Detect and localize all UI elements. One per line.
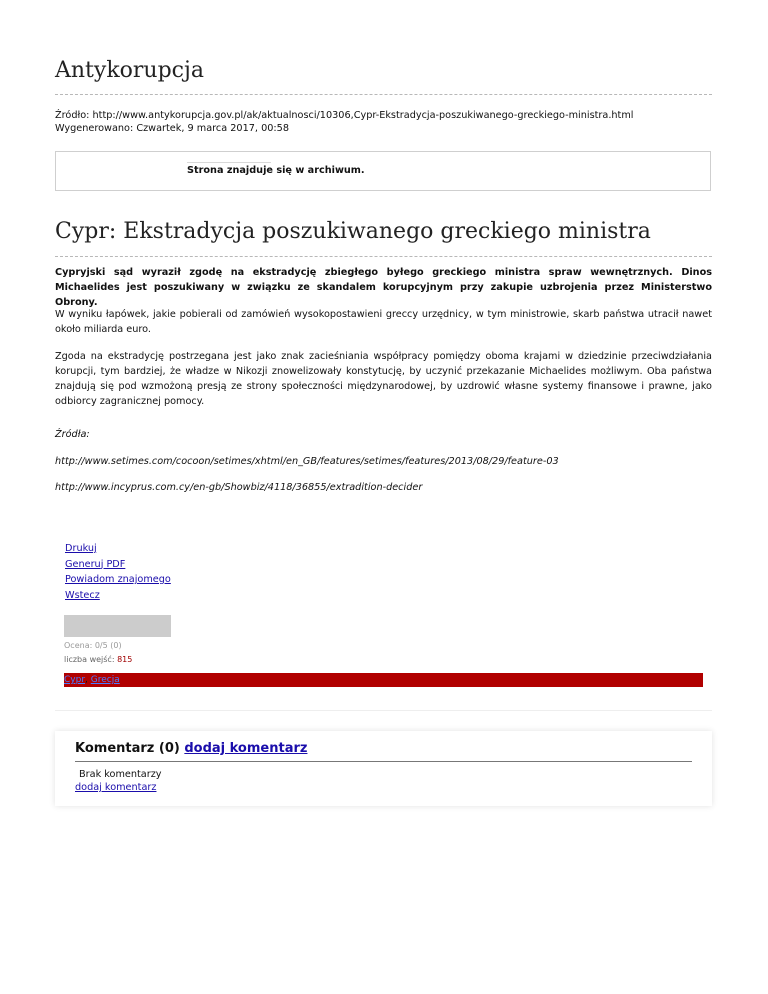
tags-bar	[64, 673, 703, 687]
print-link[interactable]: Drukuj	[65, 543, 97, 554]
article-actions	[65, 541, 171, 603]
article-title-divider	[55, 256, 712, 257]
site-title: Antykorupcja	[55, 58, 204, 83]
article-paragraph-1: W wyniku łapówek, jakie pobierali od zamówień wysokopostawieni greccy urzędnicy, w tym ministrowie, skarb państwa utracił nawet około miliarda euro.	[55, 309, 712, 335]
article-paragraph-2: Zgoda na ekstradycję postrzegana jest jako znak zacieśniania współpracy pomiędzy oboma krajami w dziedzinie przeciwdziałania korupcji, tym bardziej, że władze w Nikozji znowelizowały konstytucję, by uczynić przekazanie Michaelides możliwym. Oba państwa znajdują się pod wzmożoną presją ze strony społeczności międzynarodowej, by uzdrowić własne systemy finansowe i prawne, jako odbiorcy zagranicznej pomocy.	[55, 351, 712, 407]
article-title: Cypr: Ekstradycja poszukiwanego greckiego ministra	[55, 219, 651, 244]
rating-text: Ocena: 0/5 (0)	[64, 641, 122, 650]
comments-count: Komentarz (0)	[75, 741, 180, 756]
source-link-1: http://www.setimes.com/cocoon/setimes/xhtml/en_GB/features/setimes/features/2013/08/29/feature-03	[55, 456, 559, 467]
notify-friend-link[interactable]: Powiadom znajomego	[65, 574, 171, 585]
title-divider	[55, 94, 712, 95]
tag-grecja[interactable]: Grecja	[90, 675, 120, 685]
article-lead: Cypryjski sąd wyraził zgodę na ekstradycję zbiegłego byłego greckiego ministra spraw wewnętrznych. Dinos Michaelides jest poszukiwany w związku ze skandalem korupcyjnym przy zakupie uzbrojenia przez Ministerstwo Obrony.	[55, 267, 712, 308]
sources-label: Źródła:	[55, 429, 90, 440]
archive-divider	[187, 162, 271, 163]
section-divider	[55, 710, 712, 711]
source-link-2: http://www.incyprus.com.cy/en-gb/Showbiz/4118/36855/extradition-decider	[55, 482, 423, 493]
generated-date: Wygenerowano: Czwartek, 9 marca 2017, 00:58	[55, 123, 289, 134]
back-link[interactable]: Wstecz	[65, 589, 100, 601]
tag-separator: ,	[85, 675, 91, 685]
visits-label: liczba wejść:	[64, 655, 115, 664]
add-comment-link[interactable]: dodaj komentarz	[184, 741, 308, 756]
archive-notice: Strona znajduje się w archiwum.	[187, 165, 365, 176]
comments-heading	[75, 741, 692, 762]
page-meta	[55, 109, 633, 135]
visit-counter	[64, 655, 132, 664]
tag-cypr[interactable]: Cypr	[64, 675, 86, 685]
no-comments-text: Brak komentarzy	[79, 769, 162, 780]
visits-value: 815	[117, 655, 133, 664]
source-url: Źródło: http://www.antykorupcja.gov.pl/ak/aktualnosci/10306,Cypr-Ekstradycja-poszukiwanego-greckiego-ministra.html	[55, 110, 634, 121]
generate-pdf-link[interactable]: Generuj PDF	[65, 558, 126, 570]
add-comment-link-bottom[interactable]: dodaj komentarz	[75, 782, 157, 793]
rating-widget[interactable]	[64, 615, 171, 637]
comments-section	[55, 731, 712, 806]
archive-notice-box	[55, 151, 711, 191]
